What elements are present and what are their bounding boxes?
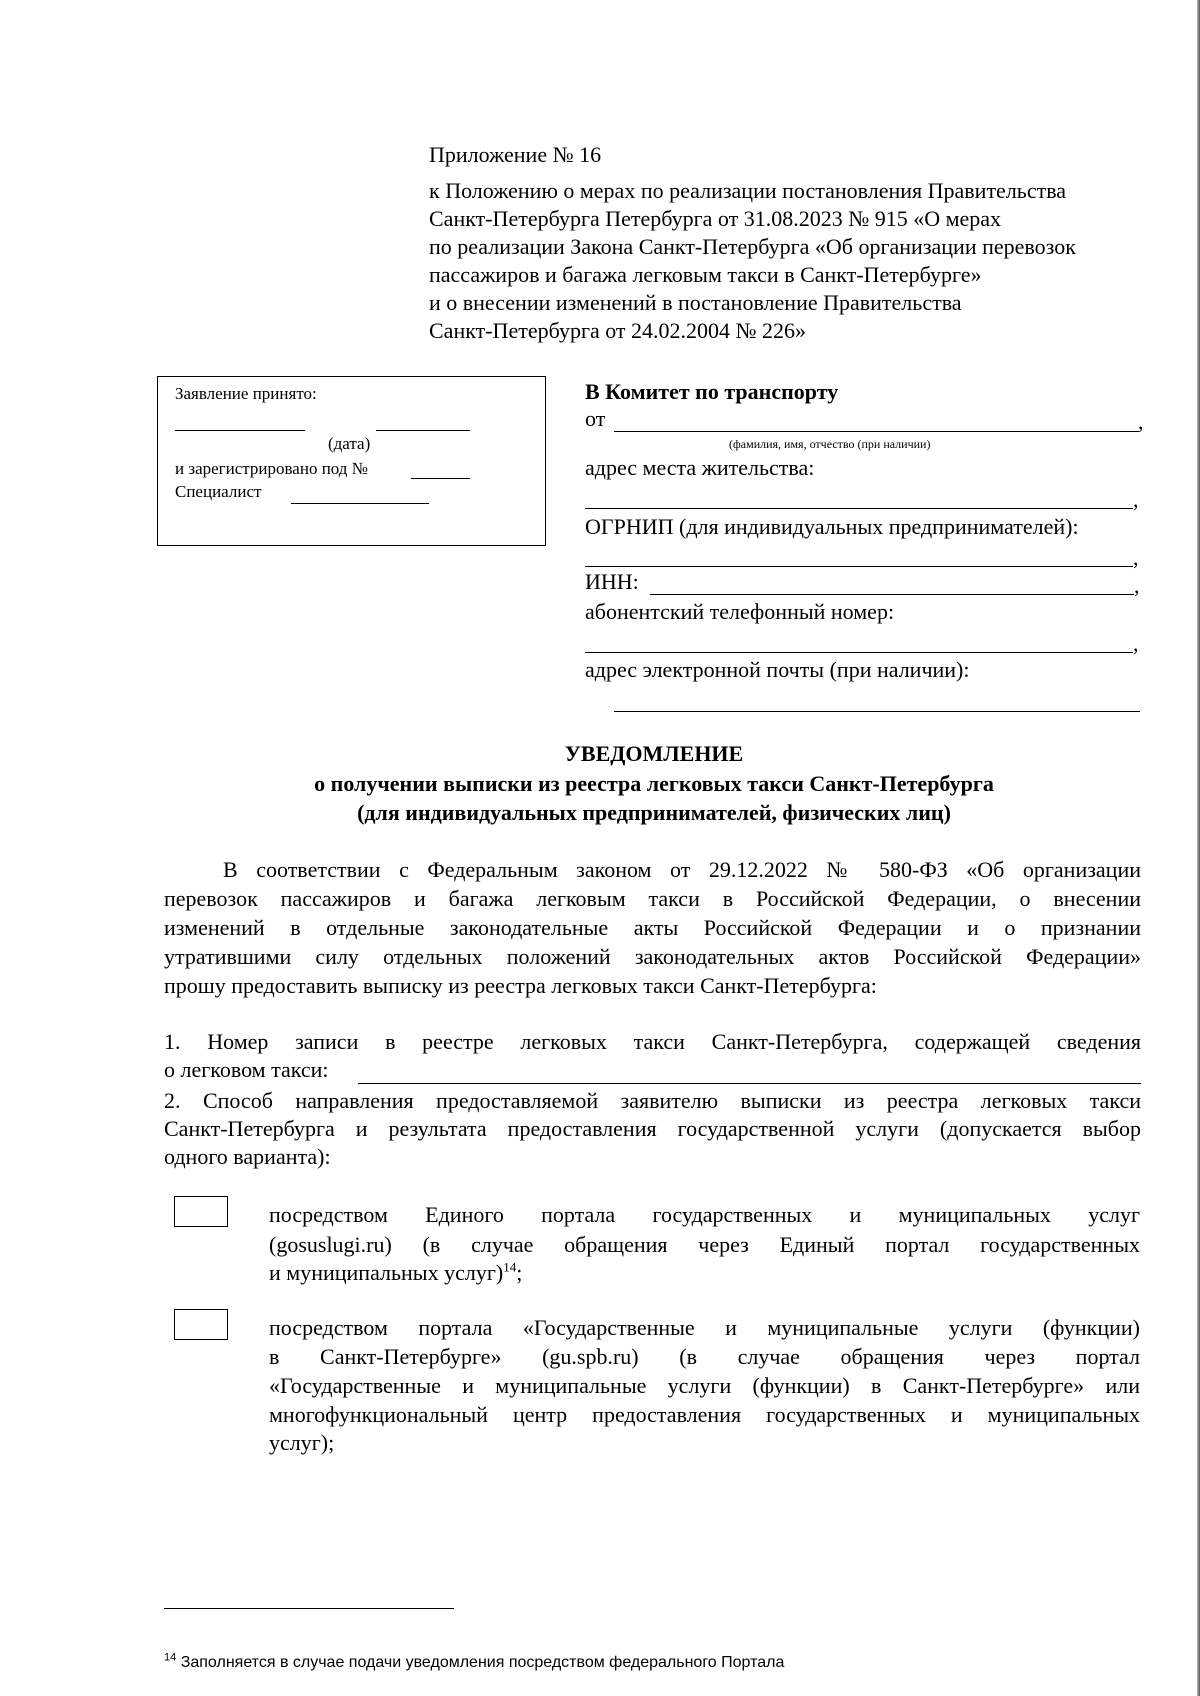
comma: , — [1133, 631, 1139, 656]
option-2-line: многофункциональный центр предоставления государственных и муниципальных — [269, 1402, 1140, 1427]
comma: , — [1133, 545, 1139, 570]
date-field-line-2[interactable] — [376, 430, 470, 431]
comma: , — [1133, 487, 1139, 512]
option-gosuslugi-checkbox[interactable] — [174, 1196, 228, 1227]
footnote-separator — [164, 1608, 454, 1609]
specialist-field[interactable] — [291, 503, 429, 504]
specialist-label: Специалист — [175, 482, 262, 501]
comma: , — [1138, 409, 1144, 434]
date-label: (дата) — [328, 434, 371, 453]
header-line: Приложение № 16 — [429, 142, 602, 167]
option-1-end: ; — [516, 1260, 523, 1285]
paragraph-line: В соответствии с Федеральным законом от 29.12.2022 № 580-ФЗ «Об организации — [223, 857, 1141, 882]
header-line: пассажиров и багажа легковым такси в Санкт-Петербурге» — [429, 262, 982, 287]
header-line: Санкт-Петербурга Петербурга от 31.08.2023 № 915 «О мерах — [429, 206, 1002, 231]
notice-subtitle: (для индивидуальных предпринимателей, физических лиц) — [357, 800, 951, 825]
date-field-line[interactable] — [175, 430, 305, 431]
option-1-line: (gosuslugi.ru) (в случае обращения через Единый портал государственных — [269, 1232, 1140, 1257]
footnote-text: Заполняется в случае подачи уведомления посредством федерального Портала — [180, 1654, 785, 1671]
registered-label: и зарегистрировано под № — [175, 459, 368, 478]
acceptance-box — [157, 376, 546, 546]
header-line: и о внесении изменений в постановление Правительства — [429, 290, 962, 315]
ogrnip-field[interactable] — [585, 566, 1133, 567]
inn-label: ИНН: — [585, 569, 639, 594]
notice-title: УВЕДОМЛЕНИЕ — [564, 741, 744, 766]
paragraph-line: утратившими силу отдельных положений законодательных актов Российской Федерации» — [164, 944, 1141, 969]
item-2-line: одного варианта): — [164, 1144, 331, 1169]
phone-label: абонентский телефонный номер: — [585, 599, 895, 624]
option-gu-spb-checkbox[interactable] — [174, 1309, 228, 1340]
phone-field[interactable] — [585, 652, 1133, 653]
footnote-mark: 14 — [164, 1651, 177, 1664]
option-1-line — [269, 1259, 522, 1287]
option-1-text: и муниципальных услуг) — [269, 1260, 504, 1285]
paragraph-line: изменений в отдельные законодательные акты Российской Федерации и о признании — [164, 915, 1141, 940]
acceptance-title: Заявление принято: — [175, 384, 317, 403]
item-1-line: о легковом такси: — [164, 1057, 329, 1082]
paragraph-line: прошу предоставить выписку из реестра легковых такси Санкт-Петербурга: — [164, 973, 877, 998]
option-2-line: «Государственные и муниципальные услуги (функции) в Санкт-Петербурге» или — [269, 1373, 1140, 1398]
footnote-ref: 14 — [503, 1259, 517, 1275]
email-field[interactable] — [614, 711, 1140, 712]
address-field[interactable] — [585, 508, 1133, 509]
name-hint: (фамилия, имя, отчество (при наличии) — [729, 437, 931, 451]
option-1-line: посредством Единого портала государственных и муниципальных услуг — [269, 1202, 1140, 1227]
addressee-title: В Комитет по транспорту — [585, 379, 839, 404]
registration-number-field[interactable] — [411, 478, 470, 479]
item-2-line: Санкт-Петербурга и результата предоставления государственной услуги (допускается выбор — [164, 1116, 1141, 1141]
item-1-line: 1. Номер записи в реестре легковых такси Санкт-Петербурга, содержащей сведения — [164, 1029, 1141, 1054]
comma: , — [1134, 573, 1140, 598]
item-2-line: 2. Способ направления предоставляемой заявителю выписки из реестра легковых такси — [164, 1088, 1141, 1113]
inn-field[interactable] — [650, 594, 1134, 595]
from-label: от — [585, 406, 606, 431]
email-label: адрес электронной почты (при наличии): — [585, 657, 970, 682]
registry-record-number-field[interactable] — [358, 1083, 1141, 1084]
option-2-line: услуг); — [269, 1430, 335, 1455]
option-2-line: в Санкт-Петербурге» (gu.spb.ru) (в случае обращения через портал — [269, 1344, 1140, 1369]
ogrnip-label: ОГРНИП (для индивидуальных предпринимателей): — [585, 514, 1079, 539]
footnote — [164, 1652, 784, 1674]
header-line: Санкт-Петербурга от 24.02.2004 № 226» — [429, 318, 807, 343]
header-line: к Положению о мерах по реализации постановления Правительства — [429, 178, 1067, 203]
option-2-line: посредством портала «Государственные и муниципальные услуги (функции) — [269, 1315, 1140, 1340]
paragraph-line: перевозок пассажиров и багажа легковым такси в Российской Федерации, о внесении — [164, 886, 1141, 911]
applicant-name-field[interactable] — [614, 431, 1139, 432]
notice-subtitle: о получении выписки из реестра легковых такси Санкт-Петербурга — [314, 771, 994, 796]
header-line: по реализации Закона Санкт-Петербурга «Об организации перевозок — [429, 234, 1076, 259]
address-label: адрес места жительства: — [585, 455, 815, 480]
